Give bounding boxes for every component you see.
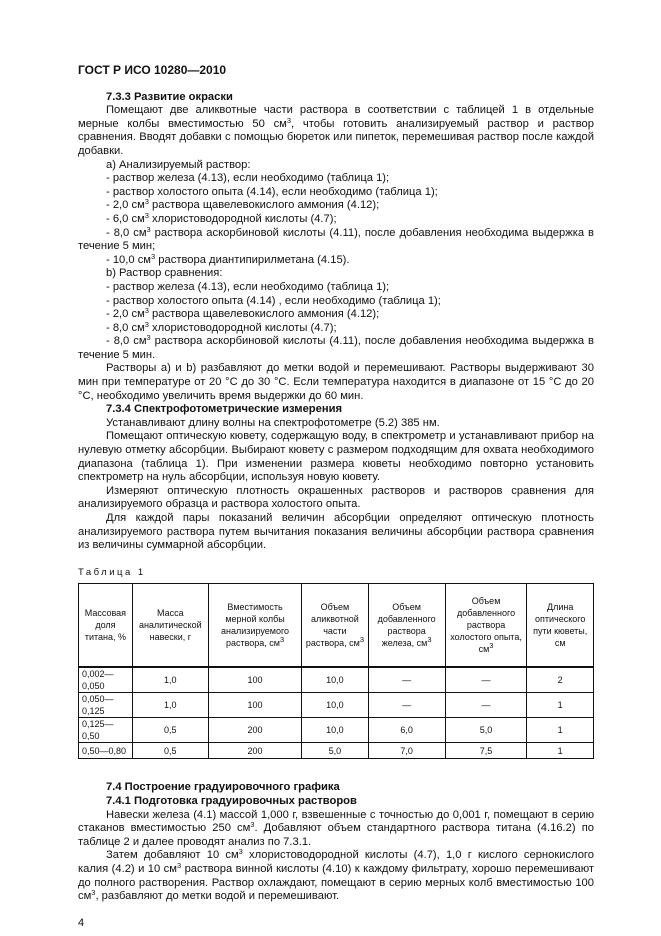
table-cell: 6,0: [368, 718, 445, 743]
table-cell: 0,50—0,80: [79, 743, 133, 759]
column-header: Объем аликвотной части раствора, $см^3$: [302, 584, 368, 668]
column-header: Объем добавленного раствора холостого опыта, $см^3$: [445, 584, 527, 668]
paragraph: Затем добавляют 10 $см^3$ хлористоводородной кислоты (4.7), 1,0 г кислого сернокислого калия (4.2) и 10 $см^3$ раствора винной кислоты (4.10) к каждому фильтрату, хорошо перемешивают до полного растворения. Раствор охлаждают, помещают в серию мерных колб вместимостью 100 $см^3$, разбавляют до метки водой и перемешивают.: [78, 847, 594, 903]
list-item: - 2,0 $см^3$ раствора щавелевокислого аммония (4.12);: [106, 306, 380, 321]
document-header: ГОСТ Р ИСО 10280—2010: [78, 63, 227, 77]
paragraph: Навески железа (4.1) массой 1,000 г, взвешенные с точностью до 0,001 г, помещают в серию стаканов вместимостью 250 $см^3$. Добавляют объем стандартного раствора титана (4.16.2) по таблице 2 и далее проводят анализ по 7.3.1.: [78, 808, 594, 848]
table-cell: 5,0: [302, 743, 368, 759]
reference-solution-list: [78, 281, 594, 363]
table-cell: 0,002—0,050: [79, 667, 133, 693]
table-row: [79, 718, 594, 743]
paragraph: Для каждой пары показаний величин абсорбции определяют оптическую плотность анализируемого раствора путем вычитания показания величины абсорбции раствора сравнения из величины суммарной абсорбции.: [78, 512, 594, 552]
list-item: - раствор холостого опыта (4.14) , если необходимо (таблица 1);: [106, 294, 441, 307]
list-item: - раствор железа (4.13), если необходимо (таблица 1);: [106, 280, 390, 293]
list-item: - 6,0 $см^3$ хлористоводородной кислоты (4.7);: [106, 210, 337, 225]
list-item: - 2,0 $см^3$ раствора щавелевокислого аммония (4.12);: [106, 197, 380, 212]
analyzed-solution-list: [78, 172, 594, 267]
list-item: - 8,0 $см^3$ раствора аскорбиновой кислоты (4.11), после добавления необходима выдержка в течение 5 мин.: [78, 333, 594, 361]
table-cell: —: [445, 667, 527, 693]
document-page: [78, 0, 594, 930]
section-7-3-3-title: 7.3.3 Развитие окраски: [106, 90, 233, 103]
table-row: [79, 743, 594, 759]
page-number: 4: [78, 916, 85, 929]
table-cell: 0,050—0,125: [79, 693, 133, 718]
table-cell: 7,5: [445, 743, 527, 759]
table-cell: 10,0: [302, 667, 368, 693]
table-row: [79, 667, 594, 693]
table-cell: 1: [527, 743, 594, 759]
table-cell: 2: [527, 667, 594, 693]
column-header: Массовая доля титана, %: [79, 584, 133, 668]
table-cell: 7,0: [368, 743, 445, 759]
table-cell: —: [445, 693, 527, 718]
column-header: Длина оптического пути кюветы, см: [527, 584, 594, 668]
table-cell: 1: [527, 693, 594, 718]
list-heading: а) Анализируемый раствор:: [106, 158, 251, 171]
table-cell: 1,0: [132, 693, 208, 718]
section-7-4-title: 7.4 Построение градуировочного графика: [106, 781, 340, 794]
list-heading: b) Раствор сравнения:: [106, 267, 223, 280]
section-7-4-1-title: 7.4.1 Подготовка градуировочных растворов: [106, 794, 357, 807]
column-header: Вместимость мерной колбы анализируемого раствора, $см^3$: [208, 584, 302, 668]
table-caption: Таблица 1: [78, 566, 146, 578]
table-cell: —: [368, 693, 445, 718]
list-item: - раствор холостого опыта (4.14), если необходимо (таблица 1);: [106, 185, 438, 198]
table-cell: 0,5: [132, 743, 208, 759]
table-cell: 1: [527, 718, 594, 743]
table-cell: 1,0: [132, 667, 208, 693]
column-header: Объем добавленного раствора железа, $см^3$: [368, 584, 445, 668]
paragraph: Помещают оптическую кювету, содержащую воду, в спектрометр и устанавливают прибор на нулевую отметку абсорбции. Выбирают кювету с размером подходящим для охвата необходимого диапазона (таблица 1). При изменении размера кюветы необходимо повторно установить спектрометр на нуль абсорбции, используя новую кювету.: [78, 430, 594, 484]
table-cell: —: [368, 667, 445, 693]
table-cell: 0,125—0,50: [79, 718, 133, 743]
paragraph: Помещают две аликвотные части раствора в соответствии с таблицей 1 в отдельные мерные колбы вместимостью 50 $см^3$, чтобы готовить анализируемый раствор и раствор сравнения. Вводят добавки с помощью бюреток или пипеток, перемешивая раствор после каждой добавки.: [78, 104, 594, 157]
paragraph: Растворы а) и b) разбавляют до метки водой и перемешивают. Растворы выдерживают 30 мин при температуре от 20 °С до 30 °С. Если температура находится в диапазоне от 15 °С до 20 °С, необходимо увеличить время выдержки до 60 мин.: [78, 362, 594, 402]
table-row: [79, 693, 594, 718]
list-item: - 8,0 $см^3$ раствора аскорбиновой кислоты (4.11), после добавления необходима выдержка в течение 5 мин;: [78, 224, 594, 253]
table-cell: 0,5: [132, 718, 208, 743]
list-item: - 8,0 $см^3$ хлористоводородной кислоты (4.7);: [106, 319, 337, 334]
table-cell: 200: [208, 743, 302, 759]
table-cell: 10,0: [302, 693, 368, 718]
table-cell: 5,0: [445, 718, 527, 743]
table-cell: 10,0: [302, 718, 368, 743]
list-item: - 10,0 $см^3$ раствора диантипирилметана (4.15).: [106, 251, 350, 266]
table-cell: 100: [208, 667, 302, 693]
section-7-3-4-title: 7.3.4 Спектрофотометрические измерения: [106, 403, 343, 416]
paragraph: Измеряют оптическую плотность окрашенных растворов и растворов сравнения для анализируемого образца и раствора холостого опыта.: [78, 484, 594, 511]
list-item: - раствор железа (4.13), если необходимо (таблица 1);: [106, 172, 390, 185]
table-header-row: [79, 584, 594, 668]
column-header: Масса аналитической навески, г: [132, 584, 208, 668]
table-1: [78, 583, 594, 759]
paragraph: Устанавливают длину волны на спектрофотометре (5.2) 385 нм.: [106, 416, 440, 429]
table-cell: 100: [208, 693, 302, 718]
table-cell: 200: [208, 718, 302, 743]
